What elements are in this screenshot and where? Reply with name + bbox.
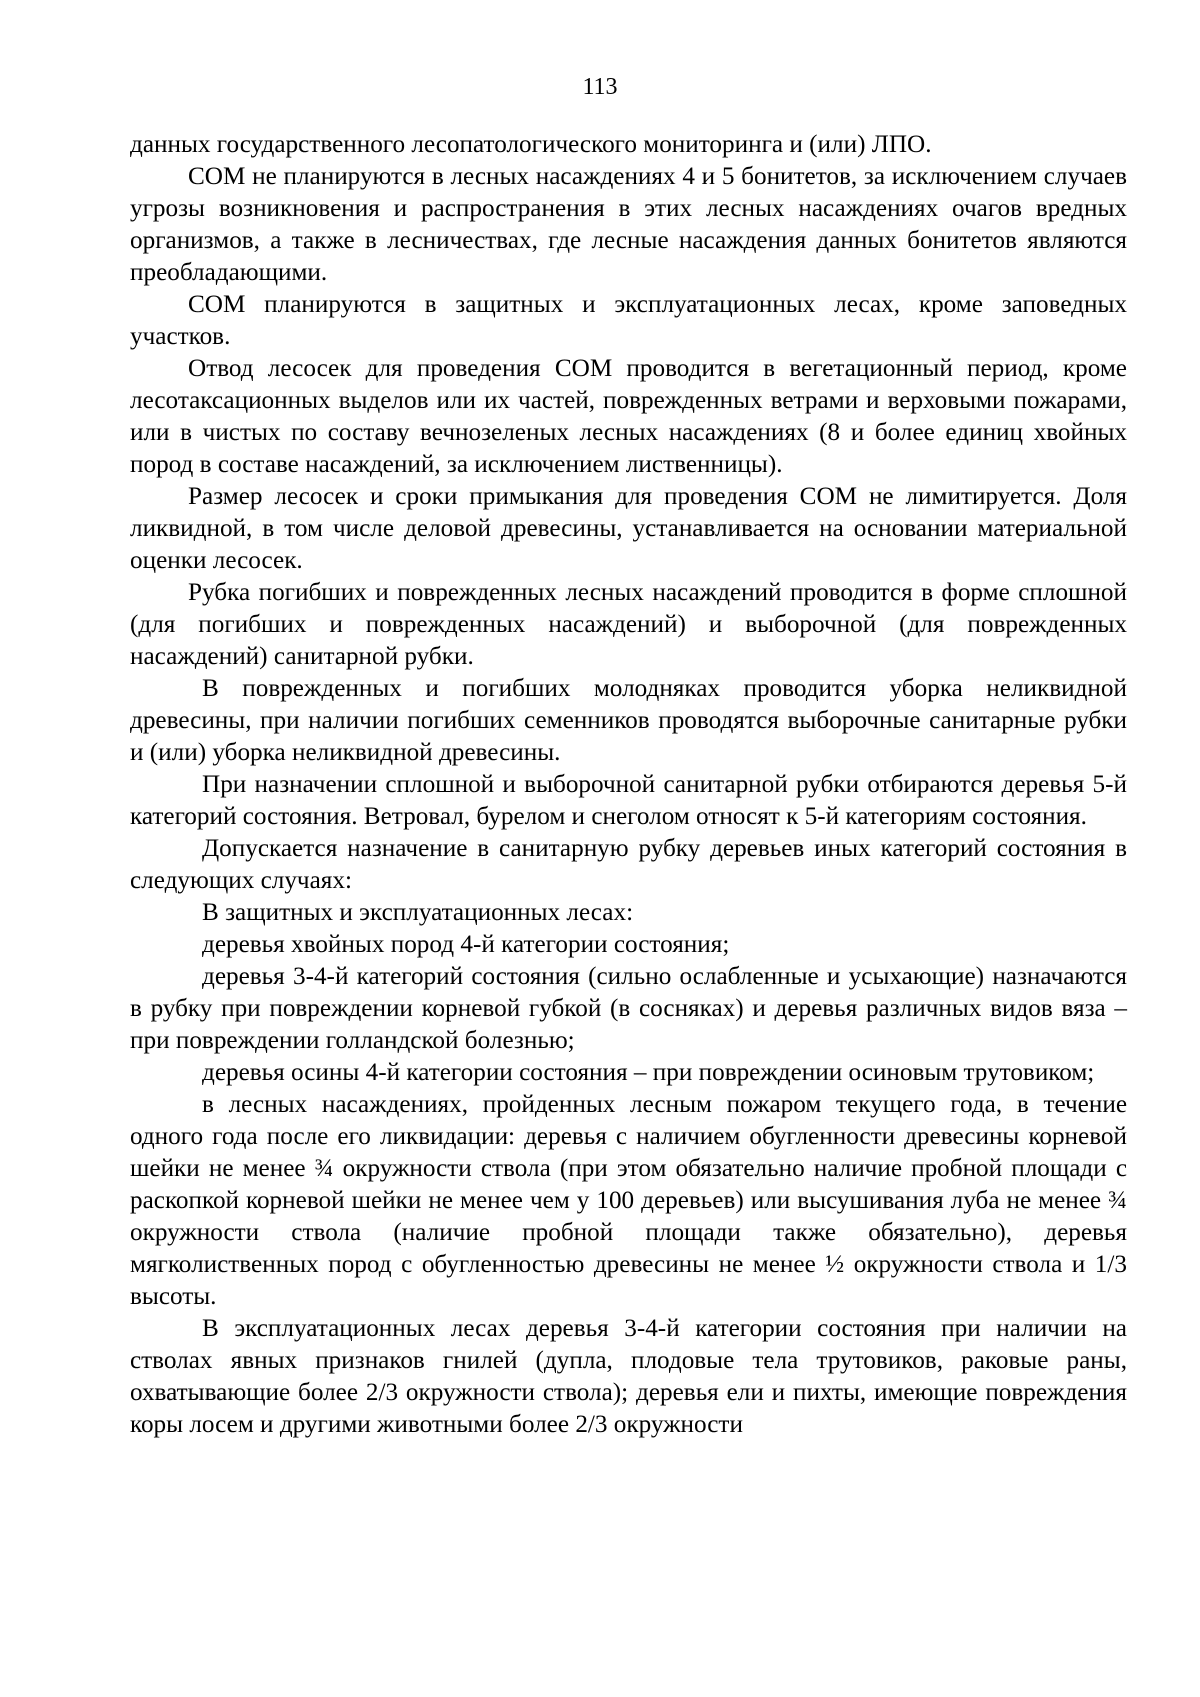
page-number: 113 xyxy=(582,74,618,100)
body-text xyxy=(130,129,1127,1441)
paragraph: В поврежденных и погибших молодняках проводится уборка неликвидной древесины, при наличии погибших семенников проводятся выборочные санитарные рубки и (или) уборка неликвидной древесины. xyxy=(130,675,1127,766)
paragraph: Рубка погибших и поврежденных лесных насаждений проводится в форме сплошной (для погибших и поврежденных насаждений) и выборочной (для поврежденных насаждений) санитарной рубки. xyxy=(130,579,1127,670)
paragraph: Размер лесосек и сроки примыкания для проведения СОМ не лимитируется. Доля ликвидной, в том числе деловой древесины, устанавливается на основании материальной оценки лесосек. xyxy=(130,483,1127,574)
paragraph: СОМ планируются в защитных и эксплуатационных лесах, кроме заповедных участков. xyxy=(130,291,1127,350)
paragraph: В защитных и эксплуатационных лесах: xyxy=(202,899,634,926)
paragraph: деревья осины 4-й категории состояния – при повреждении осиновым трутовиком; xyxy=(202,1059,1095,1086)
paragraph: Отвод лесосек для проведения СОМ проводится в вегетационный период, кроме лесотаксационных выделов или их частей, поврежденных ветрами и верховыми пожарами, или в чистых по составу вечнозеленых лесных насаждениях (8 и более единиц хвойных пород в составе насаждений, за исключением лиственницы). xyxy=(130,355,1127,478)
paragraph: В эксплуатационных лесах деревья 3-4-й категории состояния при наличии на стволах явных признаков гнилей (дупла, плодовые тела трутовиков, раковые раны, охватывающие более 2/3 окружности ствола); деревья ели и пихты, имеющие повреждения коры лосем и другими животными более 2/3 окружности xyxy=(130,1315,1127,1438)
paragraph: Допускается назначение в санитарную рубку деревьев иных категорий состояния в следующих случаях: xyxy=(130,835,1127,894)
paragraph: деревья хвойных пород 4-й категории состояния; xyxy=(202,931,730,958)
paragraph: СОМ не планируются в лесных насаждениях 4 и 5 бонитетов, за исключением случаев угрозы возникновения и распространения в этих лесных насаждениях очагов вредных организмов, а также в лесничествах, где лесные насаждения данных бонитетов являются преобладающими. xyxy=(130,163,1127,286)
paragraph: данных государственного лесопатологического мониторинга и (или) ЛПО. xyxy=(130,131,932,158)
paragraph: деревья 3-4-й категорий состояния (сильно ослабленные и усыхающие) назначаются в рубку при повреждении корневой губкой (в сосняках) и деревья различных видов вяза – при повреждении голландской болезнью; xyxy=(130,963,1127,1054)
paragraph: При назначении сплошной и выборочной санитарной рубки отбираются деревья 5-й категорий состояния. Ветровал, бурелом и снеголом относят к 5-й категориям состояния. xyxy=(130,771,1127,830)
paragraph: в лесных насаждениях, пройденных лесным пожаром текущего года, в течение одного года после его ликвидации: деревья с наличием обугленности древесины корневой шейки не менее ¾ окружности ствола (при этом обязательно наличие пробной площади с раскопкой корневой шейки не менее чем у 100 деревьев) или высушивания луба не менее ¾ окружности ствола (наличие пробной площади также обязательно), деревья мягколиственных пород с обугленностью древесины не менее ½ окружности ствола и 1/3 высоты. xyxy=(130,1091,1127,1310)
